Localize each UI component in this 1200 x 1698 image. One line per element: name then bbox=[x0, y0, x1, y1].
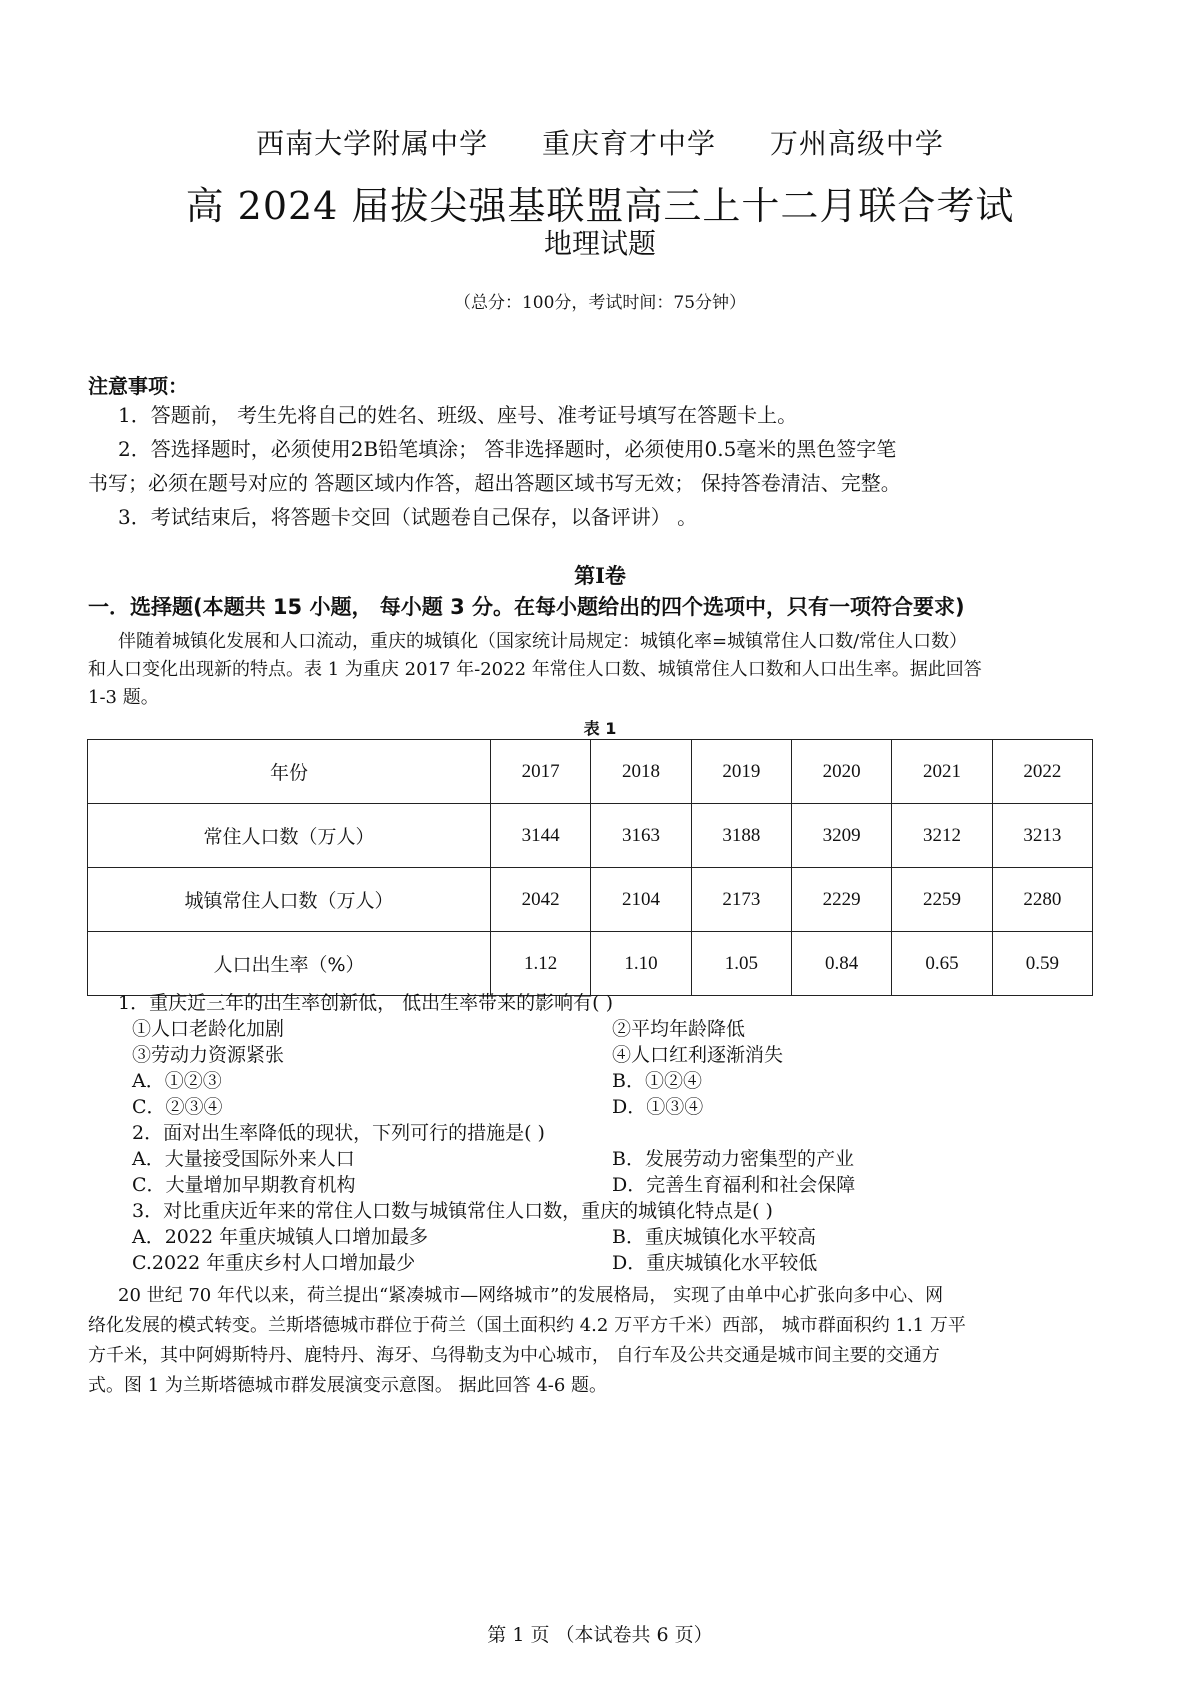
table-cell: 0.65 bbox=[892, 932, 992, 996]
question-2-choice-d: D．完善生育福利和社会保障 bbox=[612, 1174, 856, 1196]
table-row bbox=[88, 932, 1093, 996]
table-cell: 3209 bbox=[791, 804, 891, 868]
table-row-label: 城镇常住人口数（万人） bbox=[88, 868, 491, 932]
table-cell: 0.59 bbox=[992, 932, 1092, 996]
question-1-option: ③劳动力资源紧张 bbox=[132, 1044, 285, 1066]
table-cell: 2020 bbox=[791, 740, 891, 804]
question-2-choice-b: B．发展劳动力密集型的产业 bbox=[612, 1148, 854, 1170]
table-cell: 2229 bbox=[791, 868, 891, 932]
school-names bbox=[0, 122, 1200, 162]
table-cell: 2104 bbox=[591, 868, 691, 932]
notice-item-3: 3．考试结束后，将答题卡交回（试题卷自己保存，以备评讲） 。 bbox=[118, 505, 698, 529]
question-3: 3．对比重庆近年来的常住人口数与城镇常住人口数，重庆的城镇化特点是( ) bbox=[132, 1200, 773, 1222]
question-1-choice-c: C．②③④ bbox=[132, 1096, 223, 1118]
passage-1-line: 1-3 题。 bbox=[88, 687, 159, 708]
table-cell: 2017 bbox=[491, 740, 591, 804]
question-1-choice-b: B．①②④ bbox=[612, 1070, 702, 1092]
question-1-option: ④人口红利逐渐消失 bbox=[612, 1044, 784, 1066]
section-heading: 一．选择题(本题共 15 小题， 每小题 3 分。在每小题给出的四个选项中，只有一项符合要求) bbox=[88, 595, 965, 619]
notice-heading: 注意事项： bbox=[88, 374, 188, 398]
table-cell: 2022 bbox=[992, 740, 1092, 804]
table-row bbox=[88, 740, 1093, 804]
table-cell: 3212 bbox=[892, 804, 992, 868]
table-cell: 1.10 bbox=[591, 932, 691, 996]
question-3-choice-d: D．重庆城镇化水平较低 bbox=[612, 1252, 818, 1274]
table-cell: 3188 bbox=[691, 804, 791, 868]
notice-item-2: 2．答选择题时，必须使用2B铅笔填涂； 答非选择题时，必须使用0.5毫米的黑色签字笔 bbox=[118, 437, 897, 461]
page-footer: 第 1 页 （本试卷共 6 页） bbox=[487, 1624, 713, 1646]
question-3-choice-a: A．2022 年重庆城镇人口增加最多 bbox=[132, 1226, 429, 1248]
table-cell: 2259 bbox=[892, 868, 992, 932]
population-table bbox=[87, 739, 1093, 996]
passage-1-line: 伴随着城镇化发展和人口流动，重庆的城镇化（国家统计局规定：城镇化率=城镇常住人口数/常住人口数） bbox=[118, 631, 968, 652]
table-row-label: 常住人口数（万人） bbox=[88, 804, 491, 868]
question-1-choice-d: D．①③④ bbox=[612, 1096, 704, 1118]
passage-2-line: 络化发展的模式转变。兰斯塔德城市群位于荷兰（国土面积约 4.2 万平方千米）西部， 城市群面积约 1.1 万平 bbox=[88, 1315, 966, 1336]
school-name: 万州高级中学 bbox=[769, 127, 944, 160]
question-2-choice-c: C．大量增加早期教育机构 bbox=[132, 1174, 356, 1196]
table-cell: 3144 bbox=[491, 804, 591, 868]
passage-2-line: 20 世纪 70 年代以来，荷兰提出“紧凑城市—网络城市”的发展格局， 实现了由单中心扩张向多中心、网 bbox=[118, 1285, 944, 1306]
table-cell: 1.12 bbox=[491, 932, 591, 996]
question-1-option: ②平均年龄降低 bbox=[612, 1018, 746, 1040]
question-1-choice-a: A．①②③ bbox=[132, 1070, 222, 1092]
question-3-choice-b: B．重庆城镇化水平较高 bbox=[612, 1226, 816, 1248]
question-1-option: ①人口老龄化加剧 bbox=[132, 1018, 285, 1040]
notice-item-1: 1．答题前， 考生先将自己的姓名、班级、座号、准考证号填写在答题卡上。 bbox=[118, 403, 798, 427]
question-2-choice-a: A．大量接受国际外来人口 bbox=[132, 1148, 355, 1170]
table-row bbox=[88, 804, 1093, 868]
passage-2-line: 方千米，其中阿姆斯特丹、鹿特丹、海牙、乌得勒支为中心城市， 自行车及公共交通是城市间主要的交通方 bbox=[88, 1345, 940, 1366]
notice-item-2-continued: 书写；必须在题号对应的 答题区域内作答，超出答题区域书写无效； 保持答卷清洁、完整。 bbox=[88, 471, 901, 495]
table-cell: 1.05 bbox=[691, 932, 791, 996]
table-cell: 0.84 bbox=[791, 932, 891, 996]
passage-2-line: 式。图 1 为兰斯塔德城市群发展演变示意图。 据此回答 4-6 题。 bbox=[88, 1375, 608, 1396]
school-name: 重庆育才中学 bbox=[541, 127, 716, 160]
exam-subject: 地理试题 bbox=[543, 227, 656, 260]
table-cell: 2018 bbox=[591, 740, 691, 804]
passage-1-line: 和人口变化出现新的特点。表 1 为重庆 2017 年-2022 年常住人口数、城镇常住人口数和人口出生率。据此回答 bbox=[88, 659, 982, 680]
question-2: 2．面对出生率降低的现状，下列可行的措施是( ) bbox=[132, 1122, 545, 1144]
table-cell: 2021 bbox=[892, 740, 992, 804]
volume-heading: 第Ⅰ卷 bbox=[574, 563, 626, 588]
table-row bbox=[88, 868, 1093, 932]
table-cell: 2019 bbox=[691, 740, 791, 804]
table-caption: 表 1 bbox=[583, 719, 617, 738]
table-cell: 2173 bbox=[691, 868, 791, 932]
question-1: 1．重庆近三年的出生率创新低， 低出生率带来的影响有( ) bbox=[118, 992, 613, 1014]
table-row-label: 人口出生率（%） bbox=[88, 932, 491, 996]
score-info: （总分：100分，考试时间：75分钟） bbox=[453, 293, 747, 313]
school-name: 西南大学附属中学 bbox=[256, 127, 489, 160]
table-header-cell: 年份 bbox=[88, 740, 491, 804]
question-3-choice-c: C.2022 年重庆乡村人口增加最少 bbox=[132, 1252, 416, 1274]
table-cell: 2042 bbox=[491, 868, 591, 932]
table-cell: 2280 bbox=[992, 868, 1092, 932]
table-cell: 3213 bbox=[992, 804, 1092, 868]
table-cell: 3163 bbox=[591, 804, 691, 868]
exam-title: 高 2024 届拔尖强基联盟高三上十二月联合考试 bbox=[185, 184, 1015, 228]
